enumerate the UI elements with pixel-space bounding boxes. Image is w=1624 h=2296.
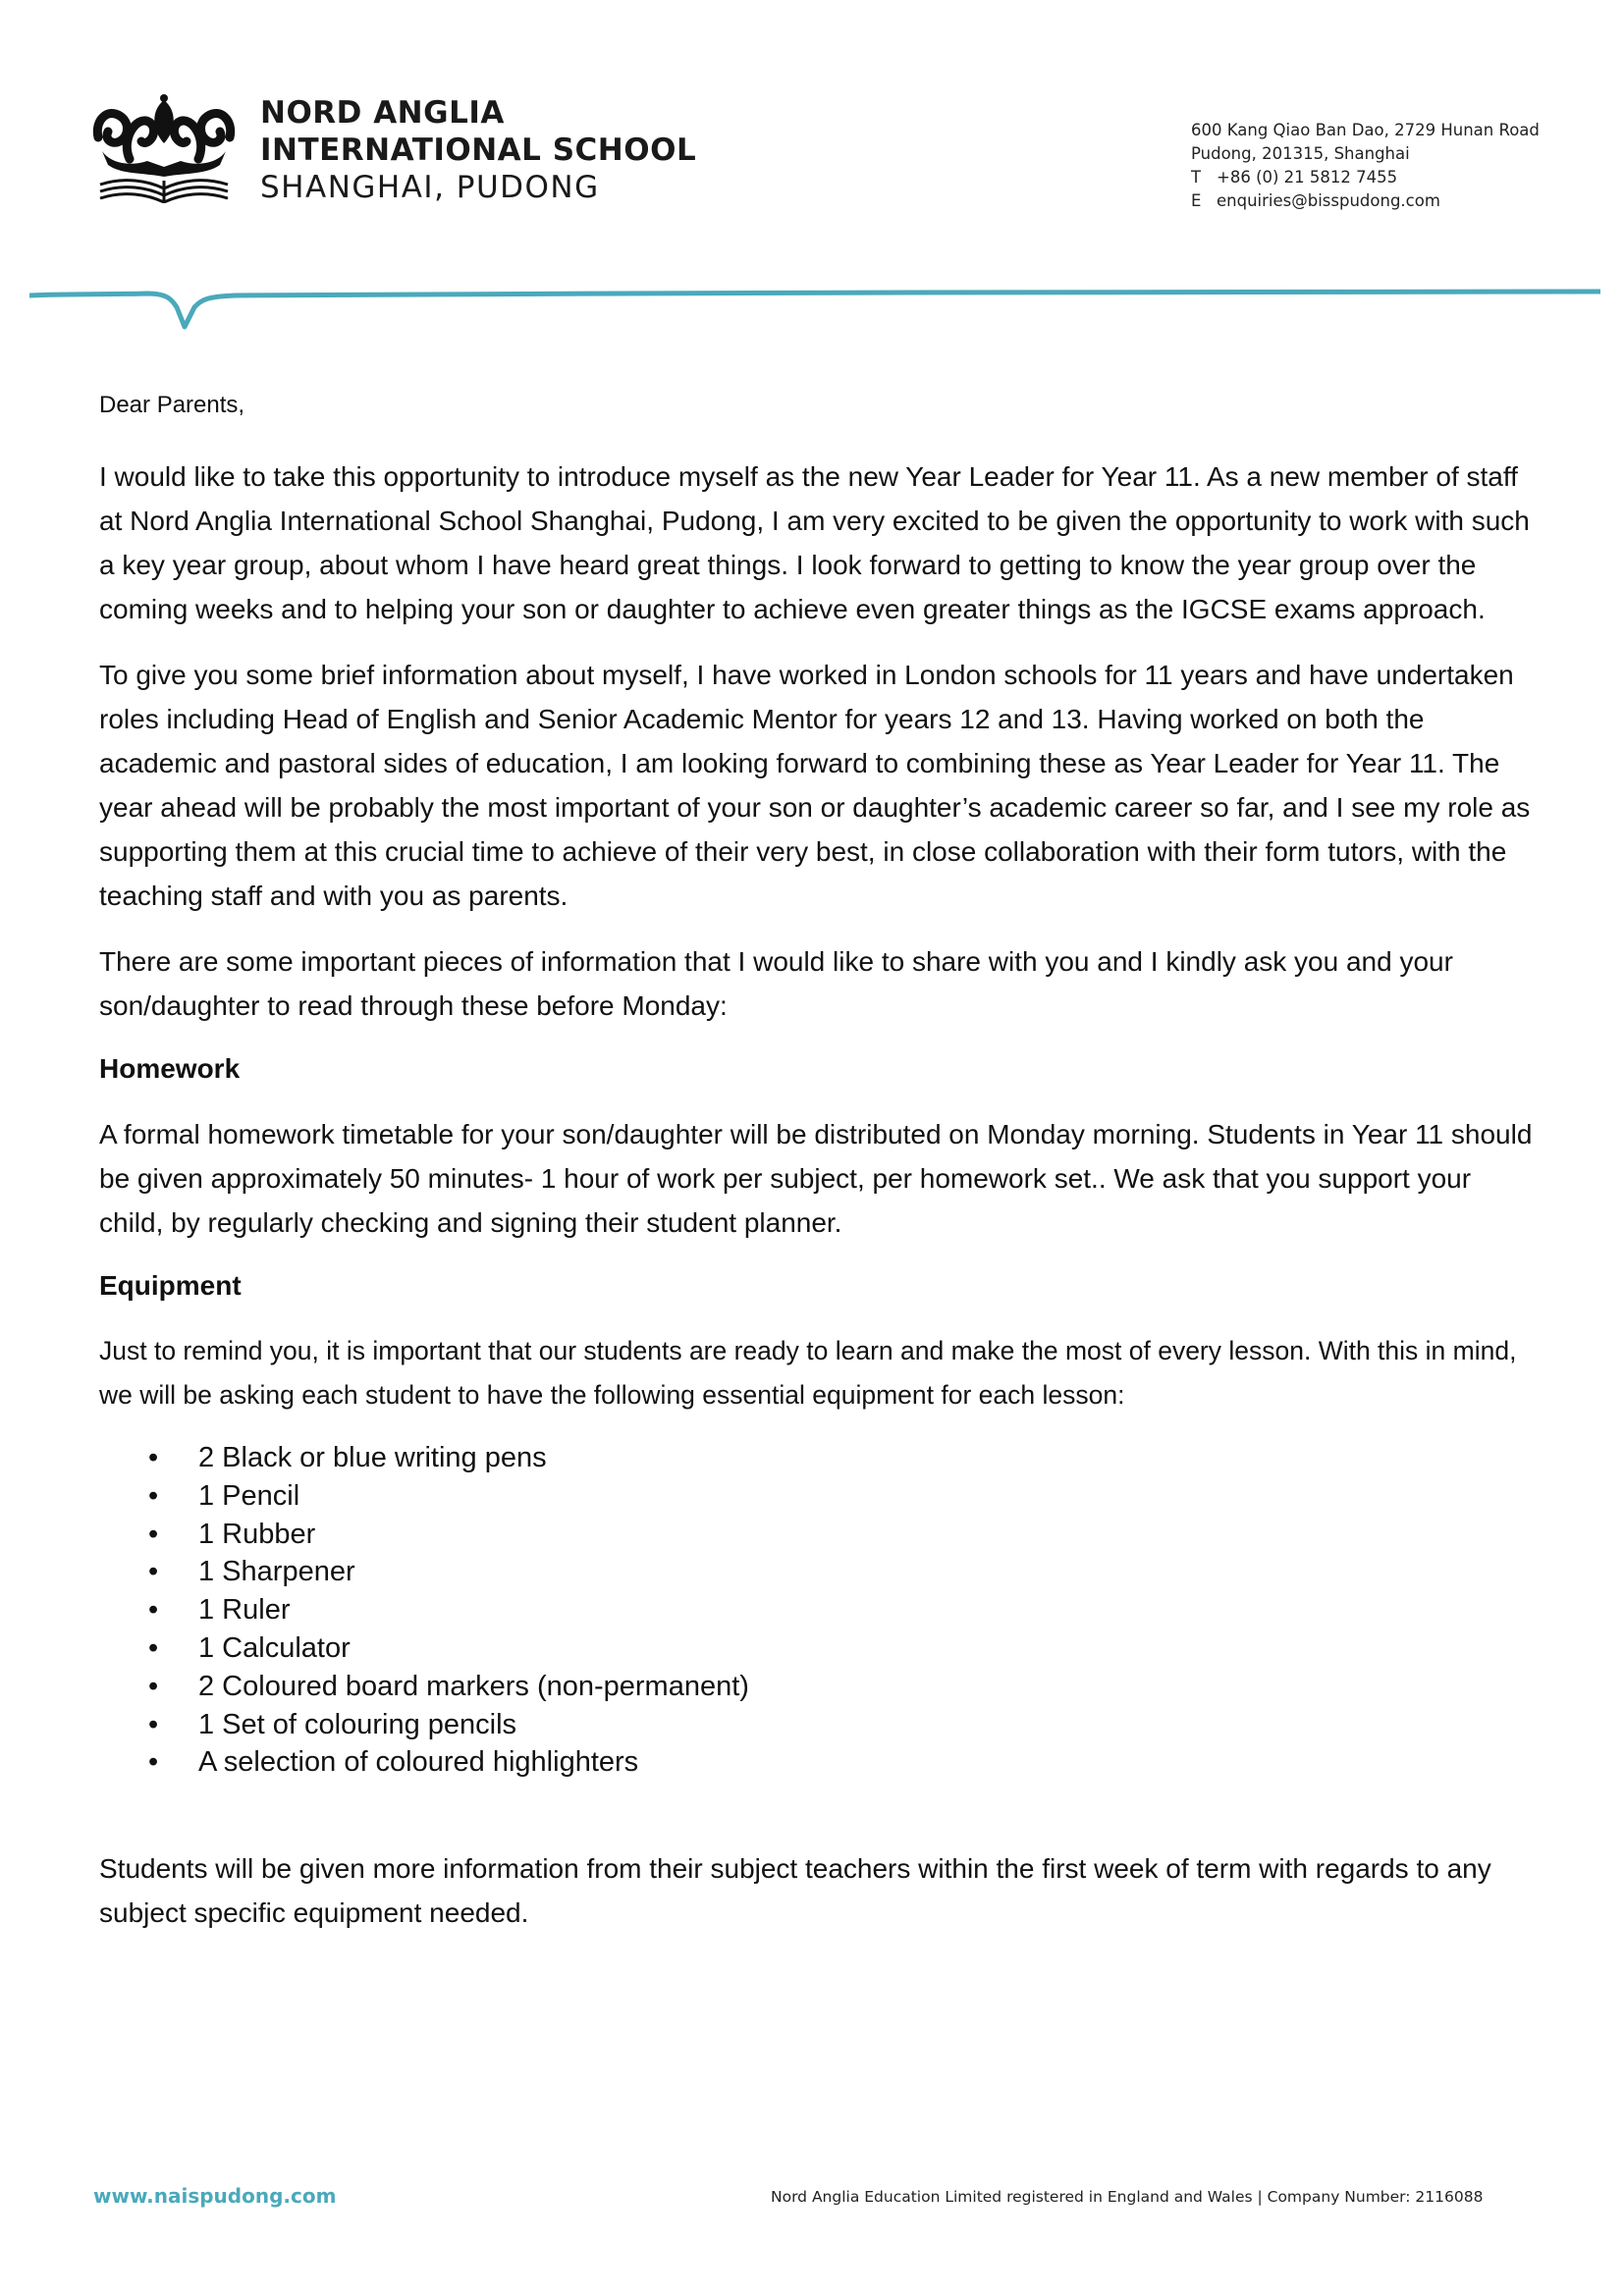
equipment-heading: Equipment	[99, 1270, 242, 1301]
list-item	[99, 1516, 1533, 1554]
school-name-line3: SHANGHAI, PUDONG	[260, 170, 600, 205]
list-item-label: 1 Sharpener	[198, 1556, 355, 1588]
bullet-icon: •	[148, 1518, 159, 1550]
bullet-icon: •	[148, 1594, 159, 1627]
information-paragraph: There are some important pieces of information that I would like to share with you and I kindly ask you and your son/daughter to read through these before Monday:	[99, 946, 1453, 1021]
list-item	[99, 1668, 1533, 1706]
list-item	[99, 1743, 1533, 1782]
school-name-line2: INTERNATIONAL SCHOOL	[260, 133, 697, 168]
bullet-icon: •	[148, 1556, 159, 1588]
list-item-label: A selection of coloured highlighters	[198, 1746, 639, 1779]
intro-paragraph: I would like to take this opportunity to introduce myself as the new Year Leader for Year 11. As a new member of staff at Nord Anglia International School Shanghai, Pudong, I am very excited to be given the opportunity to work with such a key year group, about whom I have heard great things. I look forward to getting to know the year group over the coming weeks and to helping your son or daughter to achieve even greater things as the IGCSE exams approach.	[99, 461, 1530, 624]
equipment-list	[99, 1439, 1533, 1782]
phone-number: +86 (0) 21 5812 7455	[1217, 168, 1398, 187]
salutation: Dear Parents,	[99, 392, 245, 418]
list-item	[99, 1477, 1533, 1516]
list-item-label: 1 Pencil	[198, 1479, 300, 1512]
homework-heading: Homework	[99, 1053, 241, 1084]
bullet-icon: •	[148, 1479, 159, 1512]
equipment-intro: Just to remind you, it is important that our students are ready to learn and make the most of every lesson. With this in mind, we will be asking each student to have the following essential equipment for each lesson:	[99, 1336, 1517, 1410]
header-divider	[29, 280, 1600, 348]
phone-label: T	[1191, 168, 1202, 187]
address-line2: Pudong, 201315, Shanghai	[1191, 144, 1410, 163]
email-label: E	[1191, 191, 1202, 210]
letter-body	[99, 388, 1533, 1956]
list-item-label: 1 Calculator	[198, 1631, 351, 1664]
address-block	[1191, 119, 1540, 213]
list-item-label: 1 Set of colouring pencils	[198, 1708, 517, 1740]
list-item	[99, 1439, 1533, 1477]
phone-row	[1191, 166, 1540, 189]
footer-registration: Nord Anglia Education Limited registered in England and Wales | Company Number: 2116088	[771, 2188, 1484, 2206]
email-address: enquiries@bisspudong.com	[1217, 191, 1440, 210]
school-name-line1: NORD ANGLIA	[260, 95, 505, 131]
homework-paragraph: A formal homework timetable for your son/daughter will be distributed on Monday morning. Students in Year 11 should be given approximately 50 minutes- 1 hour of work per subject, per homework set.. We ask that you support your child, by regularly checking and signing their student planner.	[99, 1119, 1533, 1238]
footer-website-link[interactable]: www.naispudong.com	[93, 2184, 337, 2208]
bullet-icon: •	[148, 1631, 159, 1664]
bullet-icon: •	[148, 1708, 159, 1740]
address-line1: 600 Kang Qiao Ban Dao, 2729 Hunan Road	[1191, 121, 1540, 139]
list-item	[99, 1629, 1533, 1668]
list-item-label: 2 Coloured board markers (non-permanent)	[198, 1670, 749, 1702]
list-item	[99, 1706, 1533, 1744]
school-name	[260, 94, 696, 206]
list-item	[99, 1591, 1533, 1629]
closing-paragraph: Students will be given more information from their subject teachers within the first week of term with regards to any subject specific equipment needed.	[99, 1853, 1491, 1929]
list-item-label: 2 Black or blue writing pens	[198, 1442, 547, 1473]
crown-and-open-book-logo-icon	[90, 90, 238, 203]
list-item-label: 1 Rubber	[198, 1518, 316, 1550]
bullet-icon: •	[148, 1442, 159, 1473]
bullet-icon: •	[148, 1670, 159, 1702]
bullet-icon: •	[148, 1746, 159, 1779]
list-item	[99, 1553, 1533, 1591]
list-item-label: 1 Ruler	[198, 1594, 291, 1627]
background-paragraph: To give you some brief information about myself, I have worked in London schools for 11 years and have undertaken roles including Head of English and Senior Academic Mentor for years 12 and 13. Having worked on both the academic and pastoral sides of education, I am looking forward to combining these as Year Leader for Year 11. The year ahead will be probably the most important of your son or daughter’s academic career so far, and I see my role as supporting them at this crucial time to achieve of their very best, in close collaboration with their form tutors, with the teaching staff and with you as parents.	[99, 660, 1531, 911]
email-row	[1191, 189, 1540, 213]
